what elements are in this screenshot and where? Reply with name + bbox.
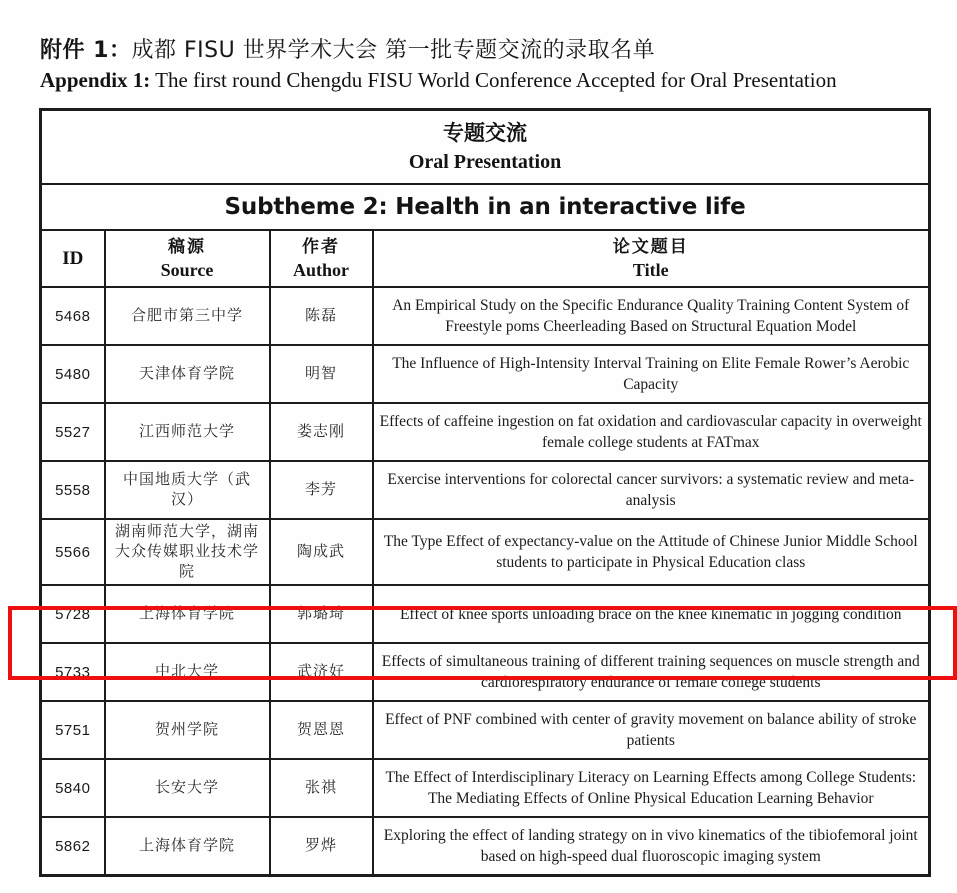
paper-source: 上海体育学院 xyxy=(105,585,270,643)
paper-source: 上海体育学院 xyxy=(105,817,270,876)
paper-title: Exercise interventions for colorectal cancer survivors: a systematic review and meta-analysis xyxy=(373,461,930,519)
paper-author: 娄志刚 xyxy=(270,403,373,461)
paper-author: 贺恩恩 xyxy=(270,701,373,759)
paper-author: 罗烨 xyxy=(270,817,373,876)
table-row xyxy=(41,287,930,345)
table-row xyxy=(41,461,930,519)
document-heading xyxy=(40,36,930,95)
heading-english xyxy=(40,66,930,95)
paper-source: 江西师范大学 xyxy=(105,403,270,461)
paper-title: The Type Effect of expectancy-value on the Attitude of Chinese Junior Middle School students to participate in Physical Education class xyxy=(373,519,930,585)
paper-source: 天津体育学院 xyxy=(105,345,270,403)
subtheme-label: Subtheme 2: Health in an interactive life xyxy=(224,194,746,220)
paper-id: 5566 xyxy=(41,519,105,585)
paper-id: 5862 xyxy=(41,817,105,876)
subtheme-row xyxy=(41,184,930,230)
table-title-english: Oral Presentation xyxy=(408,151,562,173)
paper-title: Effect of PNF combined with center of gravity movement on balance ability of stroke patients xyxy=(373,701,930,759)
column-header-id: ID xyxy=(41,230,105,287)
paper-id: 5468 xyxy=(41,287,105,345)
table-row-highlighted xyxy=(41,643,930,701)
table-row xyxy=(41,403,930,461)
paper-title: The Influence of High-Intensity Interval Training on Elite Female Rower’s Aerobic Capacity xyxy=(373,345,930,403)
paper-title: Effect of knee sports unloading brace on the knee kinematic in jogging condition xyxy=(373,585,930,643)
paper-id: 5558 xyxy=(41,461,105,519)
paper-id: 5840 xyxy=(41,759,105,817)
heading-english-text: The first round Chengdu FISU World Conference Accepted for Oral Presentation xyxy=(150,68,837,92)
column-header-source: 稿源 Source xyxy=(105,230,270,287)
paper-source: 合肥市第三中学 xyxy=(105,287,270,345)
paper-author: 陶成武 xyxy=(270,519,373,585)
table-row xyxy=(41,585,930,643)
paper-id: 5527 xyxy=(41,403,105,461)
table-row xyxy=(41,701,930,759)
table-title-row xyxy=(41,110,930,185)
subtheme-cell xyxy=(41,184,930,230)
acceptance-table xyxy=(39,108,931,877)
heading-chinese-label: 附件 1： xyxy=(40,38,132,63)
paper-author: 武济好 xyxy=(270,643,373,701)
heading-chinese xyxy=(40,36,930,66)
table-row xyxy=(41,519,930,585)
paper-title: An Empirical Study on the Specific Endurance Quality Training Content System of Freestyle poms Cheerleading Based on Structural Equation Model xyxy=(373,287,930,345)
paper-author: 明智 xyxy=(270,345,373,403)
paper-source: 贺州学院 xyxy=(105,701,270,759)
paper-id: 5480 xyxy=(41,345,105,403)
paper-id: 5733 xyxy=(41,643,105,701)
paper-title: The Effect of Interdisciplinary Literacy on Learning Effects among College Students: The Mediating Effects of Online Physical Education Learning Behavior xyxy=(373,759,930,817)
column-header-row xyxy=(41,230,930,287)
column-header-title: 论文题目 Title xyxy=(373,230,930,287)
paper-source: 中国地质大学（武汉） xyxy=(105,461,270,519)
table-row xyxy=(41,759,930,817)
table-row xyxy=(41,345,930,403)
paper-title: Effects of simultaneous training of different training sequences on muscle strength and cardiorespiratory endurance of female college students xyxy=(373,643,930,701)
paper-source: 长安大学 xyxy=(105,759,270,817)
paper-source: 中北大学 xyxy=(105,643,270,701)
paper-id: 5751 xyxy=(41,701,105,759)
table-title-cell xyxy=(41,110,930,185)
paper-author: 李芳 xyxy=(270,461,373,519)
paper-author: 陈磊 xyxy=(270,287,373,345)
heading-english-label: Appendix 1: xyxy=(40,68,151,92)
table-title-chinese: 专题交流 xyxy=(443,121,527,145)
column-header-author: 作者 Author xyxy=(270,230,373,287)
heading-chinese-text: 成都 FISU 世界学术大会 第一批专题交流的录取名单 xyxy=(131,38,656,63)
paper-title: Exploring the effect of landing strategy on in vivo kinematics of the tibiofemoral joint based on high-speed dual fluoroscopic imaging system xyxy=(373,817,930,876)
paper-title: Effects of caffeine ingestion on fat oxidation and cardiovascular capacity in overweight female college students at FATmax xyxy=(373,403,930,461)
table-row xyxy=(41,817,930,876)
paper-author: 张祺 xyxy=(270,759,373,817)
paper-id: 5728 xyxy=(41,585,105,643)
paper-author: 郭璐琦 xyxy=(270,585,373,643)
paper-source: 湖南师范大学，湖南大众传媒职业技术学院 xyxy=(105,519,270,585)
